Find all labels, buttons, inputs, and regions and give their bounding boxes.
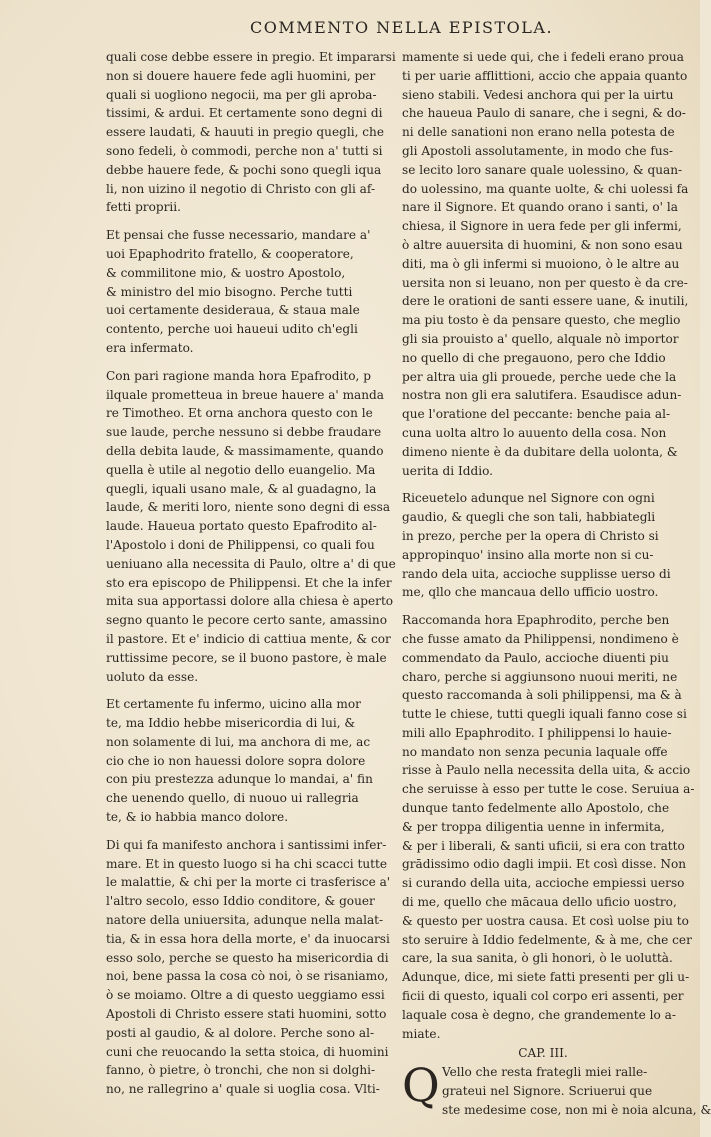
text-line: natore della uniuersita, adunque nella malat- bbox=[106, 913, 384, 928]
text-line: diti, ma ò gli infermi si muoiono, ò le altre au bbox=[402, 256, 680, 271]
text-line: nostra non gli era salutifera. Esaudisce adun- bbox=[402, 388, 682, 403]
text-line: quali si uogliono negocii, ma per gli aproba- bbox=[106, 87, 377, 102]
text-line: risse à Paulo nella necessita della uita, & accio bbox=[402, 763, 691, 778]
text-line: ilquale prometteua in breue hauere a' manda bbox=[106, 387, 384, 402]
text-line: te, & io habbia manco dolore. bbox=[106, 810, 289, 825]
text-line: sieno stabili. Vedesi anchora qui per la uirtu bbox=[402, 87, 674, 102]
text-line: quegli, iquali usano male, & al guadagno, la bbox=[106, 481, 377, 496]
text-line: l'Apostolo i doni de Philippensi, co quali fou bbox=[106, 537, 375, 552]
text-line: contento, perche uoi haueui udito ch'egli bbox=[106, 322, 358, 337]
text-line: gli sia prouisto a' quello, alquale nò importor bbox=[402, 331, 679, 346]
text-line: il pastore. Et e' indicio di cattiua mente, & cor bbox=[106, 631, 391, 646]
text-line: uerita di Iddio. bbox=[402, 463, 494, 478]
text-line: noi, bene passa la cosa cò noi, ò se risaniamo, bbox=[106, 969, 389, 984]
text-line: della debita laude, & massimamente, quando bbox=[106, 443, 384, 458]
text-line: uoi Epaphodrito fratello, & cooperatore, bbox=[106, 246, 354, 261]
text-line: ficii di questo, iquali col corpo eri assenti, per bbox=[402, 989, 684, 1004]
text-line: no, ne rallegrino a' quale si uoglia cosa. Vlti- bbox=[106, 1082, 380, 1097]
text-line: dimeno niente è da dubitare della uolonta, & bbox=[402, 444, 678, 459]
text-line: si curando della uita, accioche empiessi uerso bbox=[402, 876, 685, 891]
paragraph bbox=[402, 489, 684, 602]
text-line: charo, perche si aggiunsono nuoui meriti, ne bbox=[402, 669, 678, 684]
text-line: & per troppa diligentia uenne in infermita, bbox=[402, 819, 665, 834]
text-line: sono fedeli, ò commodi, perche non a' tutti si bbox=[106, 143, 383, 158]
paragraph bbox=[402, 611, 695, 1043]
text-line: care, la sua sanita, ò gli honori, ò le uoluttà. bbox=[402, 951, 673, 966]
text-line: che haueua Paulo di sanare, che i segni, & do- bbox=[402, 106, 686, 121]
text-line: non si douere hauere fede agli huomini, per bbox=[106, 68, 376, 83]
right-column bbox=[402, 48, 711, 1120]
text-line: quella è utile al negotio dello euangelio. Ma bbox=[106, 462, 376, 477]
paragraph bbox=[106, 48, 396, 217]
text-line: ò altre auuersita di huomini, & non sono esau bbox=[402, 237, 683, 252]
text-line: grateui nel Signore. Scriuerui que bbox=[442, 1084, 653, 1099]
text-line: l'altro secolo, esso Iddio conditore, & gouer bbox=[106, 894, 375, 909]
text-line: ma piu tosto è da pensare questo, che meglio bbox=[402, 313, 681, 328]
text-line: rando dela uita, accioche supplisse uerso di bbox=[402, 566, 671, 581]
paragraph bbox=[106, 695, 386, 827]
text-line: me, qllo che mancaua dello ufficio uostro. bbox=[402, 585, 659, 600]
text-line: sue laude, perche nessuno si debbe fraudare bbox=[106, 425, 382, 440]
text-line: questo raccomanda à soli philippensi, ma & à bbox=[402, 688, 682, 703]
text-line: Con pari ragione manda hora Epafrodito, p bbox=[106, 368, 371, 383]
text-line: sto era episcopo de Philippensi. Et che la infer bbox=[106, 575, 392, 590]
text-line: tutte le chiese, tutti quegli iquali fanno cose si bbox=[402, 707, 687, 722]
text-line: fanno, ò pietre, ò tronchi, che non si dolghi- bbox=[106, 1063, 376, 1078]
text-line: segno quanto le pecore certo sante, amassino bbox=[106, 613, 387, 628]
chapter-heading: CAP. III. bbox=[518, 1046, 568, 1061]
text-line: Et certamente fu infermo, uicino alla mor bbox=[106, 697, 361, 712]
left-column bbox=[106, 48, 396, 1099]
text-line: le malattie, & chi per la morte ci trasferisce a' bbox=[106, 875, 391, 890]
text-line: laquale cosa è degno, che grandemente lo a- bbox=[402, 1007, 676, 1022]
paragraph bbox=[402, 48, 689, 480]
text-line: laude, & meriti loro, niente sono degni di essa bbox=[106, 500, 391, 515]
text-line: Raccomanda hora Epaphrodito, perche ben bbox=[402, 613, 670, 628]
text-line: Et pensai che fusse necessario, mandare a' bbox=[106, 228, 371, 243]
text-line: Vello che resta frategli miei ralle- bbox=[442, 1065, 648, 1080]
text-line: ni delle sanationi non erano nella potesta de bbox=[402, 125, 675, 140]
chapter-opening bbox=[402, 1058, 711, 1119]
text-line: & per i liberali, & santi uficii, si era con tratto bbox=[402, 838, 685, 853]
text-line: uoluto da esse. bbox=[106, 669, 199, 684]
text-line: te, ma Iddio hebbe misericordia di lui, & bbox=[106, 716, 356, 731]
text-line: & ministro del mio bisogno. Perche tutti bbox=[106, 284, 353, 299]
text-line: re Timotheo. Et orna anchora questo con le bbox=[106, 406, 373, 421]
drop-cap-initial: Q bbox=[402, 1058, 440, 1113]
text-line: nare il Signore. Et quando orano i santi, o' la bbox=[402, 200, 678, 215]
text-line: commendato da Paulo, accioche diuenti piu bbox=[402, 650, 669, 665]
text-line: se lecito loro sanare quale uolessino, & quan- bbox=[402, 162, 683, 177]
text-line: dere le orationi de santi essere uane, & inutili, bbox=[402, 294, 689, 309]
text-line: posti al gaudio, & al dolore. Perche sono al- bbox=[106, 1025, 375, 1040]
text-line: che fusse amato da Philippensi, nondimeno è bbox=[402, 631, 679, 646]
text-line: fetti proprii. bbox=[106, 200, 181, 215]
paragraph bbox=[106, 836, 391, 1099]
text-line: tia, & in essa hora della morte, e' da inuocarsi bbox=[106, 931, 390, 946]
text-line: chiesa, il Signore in uera fede per gli infermi, bbox=[402, 219, 682, 234]
text-line: che uenendo quello, di nuouo ui rallegria bbox=[106, 791, 359, 806]
text-line: grādissimo odio dagli impii. Et così disse. Non bbox=[402, 857, 687, 872]
text-line: che seruisse à esso per tutte le cose. Seruiua a- bbox=[402, 782, 695, 797]
text-line: Riceuetelo adunque nel Signore con ogni bbox=[402, 491, 655, 506]
paragraph bbox=[106, 367, 396, 687]
text-line: mamente si uede qui, che i fedeli erano proua bbox=[402, 50, 684, 64]
text-line: mare. Et in questo luogo si ha chi scacci tutte bbox=[106, 856, 388, 871]
text-line: & commilitone mio, & uostro Apostolo, bbox=[106, 265, 346, 280]
text-line: sto seruire à Iddio fedelmente, & à me, che cer bbox=[402, 932, 692, 947]
text-line: cuna uolta altro lo auuento della cosa. Non bbox=[402, 425, 667, 440]
text-line: mita sua apportassi dolore alla chiesa è aperto bbox=[106, 594, 394, 609]
text-line: di me, quello che mācaua dello uficio uostro, bbox=[402, 895, 677, 910]
text-line: debbe hauere fede, & pochi sono quegli iqua bbox=[106, 162, 382, 177]
text-line: ste medesime cose, non mi è noia alcuna, & bbox=[442, 1102, 711, 1117]
text-line: esso solo, perche se questo ha misericordia di bbox=[106, 950, 389, 965]
text-line: Apostoli di Christo essere stati huomini, sotto bbox=[106, 1007, 387, 1022]
running-header: COMMENTO NELLA EPISTOLA. bbox=[250, 18, 554, 37]
text-line: mili allo Epaphrodito. I philippensi lo hauie- bbox=[402, 725, 672, 740]
text-line: cio che io non hauessi dolore sopra dolore bbox=[106, 753, 366, 768]
text-line: uoi certamente desideraua, & staua male bbox=[106, 303, 360, 318]
text-line: con piu prestezza adunque lo mandai, a' fin bbox=[106, 772, 373, 787]
text-line: per altra uia gli prouede, perche uede che la bbox=[402, 369, 677, 384]
text-line: appropinquo' insino alla morte non si cu- bbox=[402, 547, 654, 562]
text-line: laude. Haueua portato questo Epafrodito al- bbox=[106, 519, 377, 534]
text-line: dunque tanto fedelmente allo Apostolo, che bbox=[402, 801, 670, 816]
text-line: era infermato. bbox=[106, 340, 194, 355]
text-line: gli Apostoli assolutamente, in modo che fus- bbox=[402, 143, 673, 158]
text-line: gaudio, & quegli che son tali, habbiategli bbox=[402, 510, 656, 525]
text-line: no mandato non senza pecunia laquale offe bbox=[402, 744, 668, 759]
text-line: no quello di che pregauono, pero che Iddio bbox=[402, 350, 666, 365]
text-line: ueniuano alla necessita di Paulo, oltre a' di que bbox=[106, 556, 396, 571]
text-line: & questo per uostra causa. Et così uolse piu to bbox=[402, 913, 689, 928]
text-line: quali cose debbe essere in pregio. Et impararsi bbox=[106, 50, 396, 64]
paragraph bbox=[106, 226, 386, 358]
text-line: Di qui fa manifesto anchora i santissimi infer- bbox=[106, 837, 387, 852]
text-line: in prezo, perche per la opera di Christo si bbox=[402, 528, 659, 543]
text-line: li, non uizino il negotio di Christo con gli af- bbox=[106, 181, 376, 196]
text-line: miate. bbox=[402, 1026, 441, 1041]
text-line: Adunque, dice, mi siete fatti presenti per gli u- bbox=[402, 970, 690, 985]
text-line: cuni che reuocando la setta stoica, di huomini bbox=[106, 1044, 389, 1059]
text-line: ruttissime pecore, se il buono pastore, è male bbox=[106, 650, 387, 665]
text-line: non solamente di lui, ma anchora di me, ac bbox=[106, 734, 371, 749]
text-line: essere laudati, & hauuti in pregio quegli, che bbox=[106, 125, 384, 140]
text-line: ti per uarie afflittioni, accio che appaia quanto bbox=[402, 68, 688, 83]
text-line: tissimi, & ardui. Et certamente sono degni di bbox=[106, 106, 383, 121]
text-line: que l'oratione del peccante: benche paia al- bbox=[402, 407, 671, 422]
text-line: ò se moiamo. Oltre a di questo ueggiamo essi bbox=[106, 988, 385, 1003]
text-line: do uolessino, ma quante uolte, & chi uolessi fa bbox=[402, 181, 689, 196]
text-line: uersita non si leuano, non per questo è da cre- bbox=[402, 275, 688, 290]
